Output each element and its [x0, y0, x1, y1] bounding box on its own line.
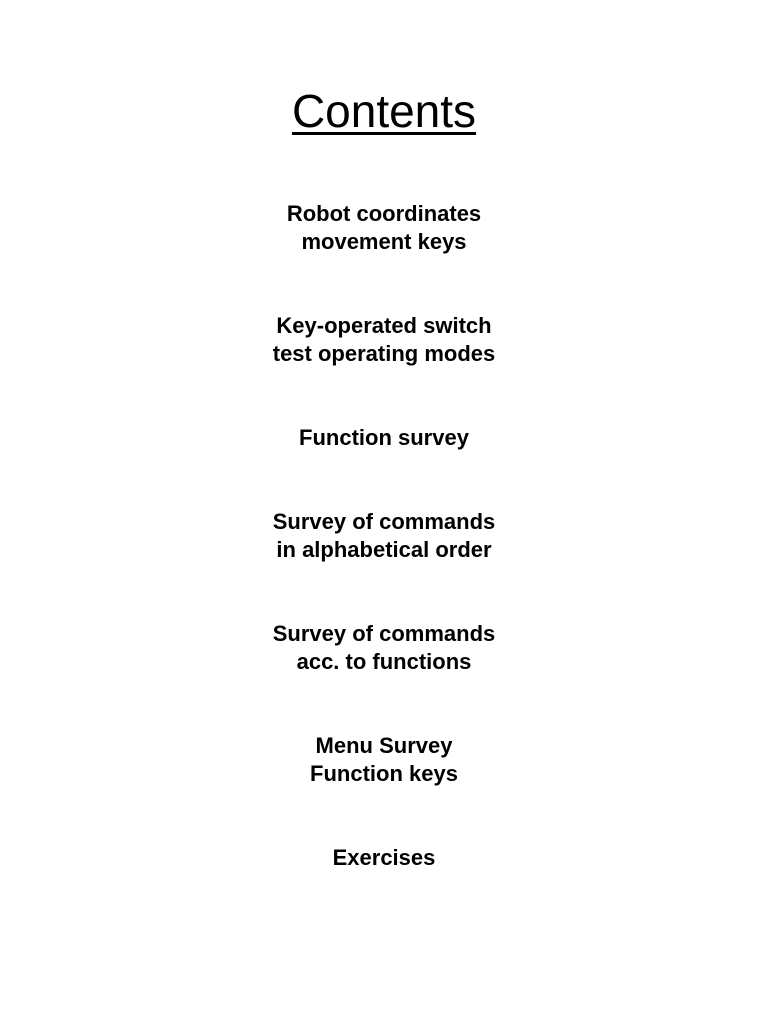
contents-entry-line: Menu Survey: [315, 733, 453, 758]
contents-entry-line: acc. to functions: [296, 649, 472, 674]
contents-entry-line: movement keys: [301, 229, 467, 254]
contents-entry-function-survey: [0, 424, 768, 452]
contents-entry-key-operated-switch: [0, 312, 768, 368]
page-title-text: Contents: [291, 85, 477, 137]
contents-entry-commands-alphabetical: [0, 508, 768, 564]
contents-entry-robot-coordinates: [0, 200, 768, 256]
contents-entry-line: Exercises: [332, 845, 436, 870]
contents-entry-exercises: [0, 844, 768, 872]
contents-entry-line: in alphabetical order: [276, 537, 492, 562]
page-title: [0, 84, 768, 138]
contents-entry-line: Key-operated switch: [276, 313, 492, 338]
contents-entry-line: Survey of commands: [272, 621, 496, 646]
contents-entry-menu-survey: [0, 732, 768, 788]
contents-entry-line: Robot coordinates: [286, 201, 482, 226]
contents-entry-line: test operating modes: [272, 341, 496, 366]
contents-entry-line: Function keys: [310, 761, 458, 786]
contents-entry-commands-functions: [0, 620, 768, 676]
contents-entry-line: Survey of commands: [272, 509, 496, 534]
contents-entry-line: Function survey: [299, 425, 469, 450]
